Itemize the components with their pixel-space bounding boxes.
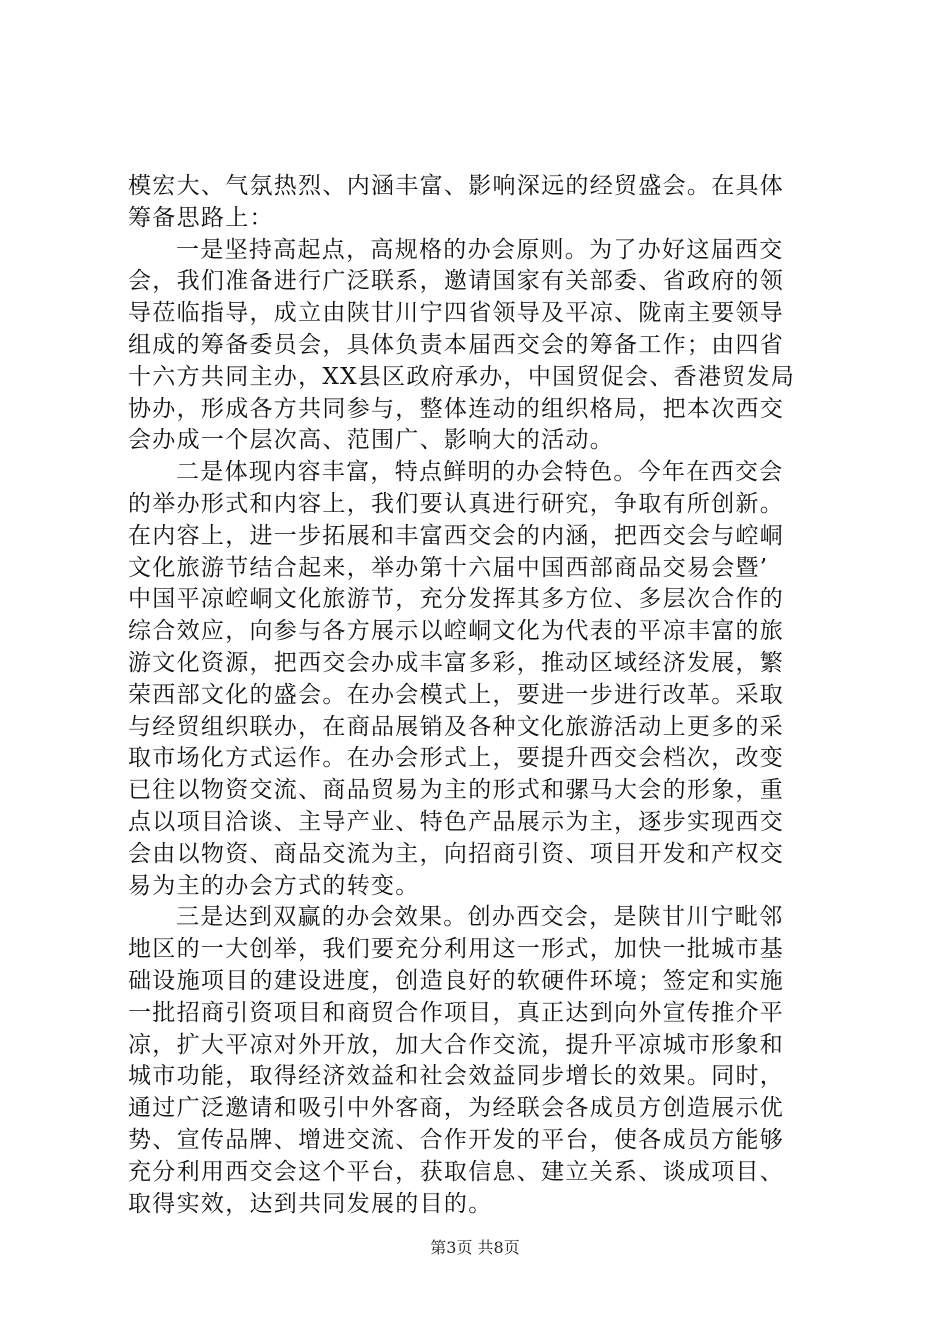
paragraph-first-line: 二是体现内容丰富，特点鲜明的办会特色。今年在西交会 [176, 459, 784, 486]
text-line: 会由以物资、商品交流为主，向招商引资、项目开发和产权交 [128, 840, 785, 867]
text-line: 凉，扩大平凉对外开放，加大合作交流，提升平凉城市形象和 [128, 1031, 785, 1058]
text-line: 础设施项目的建设进度，创造良好的软硬件环境；签定和实施 [128, 967, 785, 994]
text-line: 易为主的办会方式的转变。 [128, 872, 420, 899]
text-line: 筹备思路上： [128, 204, 274, 231]
paragraph-first-line: 三是达到双赢的办会效果。创办西交会，是陕甘川宁毗邻 [176, 904, 784, 931]
body-text [128, 171, 828, 1220]
text-line: 一批招商引资项目和商贸合作项目，真正达到向外宣传推介平 [128, 999, 785, 1026]
text-line: 城市功能，取得经济效益和社会效益同步增长的效果。同时， [128, 1063, 785, 1090]
text-line: 协办，形成各方共同参与，整体连动的组织格局，把本次西交 [128, 395, 785, 422]
page-number-footer: 第3页 共8页 [430, 1238, 520, 1257]
text-line: 的举办形式和内容上，我们要认真进行研究，争取有所创新。 [128, 490, 785, 517]
text-line: 与经贸组织联办，在商品展销及各种文化旅游活动上更多的采 [128, 713, 785, 740]
text-line: 游文化资源，把西交会办成丰富多彩，推动区域经济发展，繁 [128, 649, 785, 676]
text-line: 十六方共同主办，XX县区政府承办，中国贸促会、香港贸发局 [128, 363, 796, 390]
text-line: 势、宣传品牌、增进交流、合作开发的平台，使各成员方能够 [128, 1126, 785, 1153]
text-line: 通过广泛邀请和吸引中外客商，为经联会各成员方创造展示优 [128, 1095, 785, 1122]
text-line: 取市场化方式运作。在办会形式上，要提升西交会档次，改变 [128, 745, 785, 772]
text-line: 点以项目洽谈、主导产业、特色产品展示为主，逐步实现西交 [128, 808, 785, 835]
text-line: 取得实效，达到共同发展的目的。 [128, 1190, 493, 1217]
text-line: 中国平凉崆峒文化旅游节，充分发挥其多方位、多层次合作的 [128, 586, 785, 613]
text-line: 会，我们准备进行广泛联系，邀请国家有关部委、省政府的领 [128, 268, 785, 295]
paragraph-first-line: 一是坚持高起点，高规格的办会原则。为了办好这届西交 [176, 236, 784, 263]
text-line: 已往以物资交流、商品贸易为主的形式和骡马大会的形象，重 [128, 777, 785, 804]
text-line: 充分利用西交会这个平台，获取信息、建立关系、谈成项目、 [128, 1158, 785, 1185]
text-line: 文化旅游节结合起来，举办第十六届中国西部商品交易会暨’ [128, 554, 769, 581]
text-line: 组成的筹备委员会，具体负责本届西交会的筹备工作；由四省 [128, 331, 785, 358]
text-line: 模宏大、气氛热烈、内涵丰富、影响深远的经贸盛会。在具体 [128, 173, 785, 199]
text-line: 会办成一个层次高、范围广、影响大的活动。 [128, 427, 614, 454]
text-line: 在内容上，进一步拓展和丰富西交会的内涵，把西交会与崆峒 [128, 522, 785, 549]
text-line: 综合效应，向参与各方展示以崆峒文化为代表的平凉丰富的旅 [128, 618, 785, 645]
text-line: 地区的一大创举，我们要充分利用这一形式，加快一批城市基 [128, 936, 785, 963]
text-line: 导莅临指导，成立由陕甘川宁四省领导及平凉、陇南主要领导 [128, 300, 785, 327]
text-line: 荣西部文化的盛会。在办会模式上，要进一步进行改革。采取 [128, 681, 785, 708]
